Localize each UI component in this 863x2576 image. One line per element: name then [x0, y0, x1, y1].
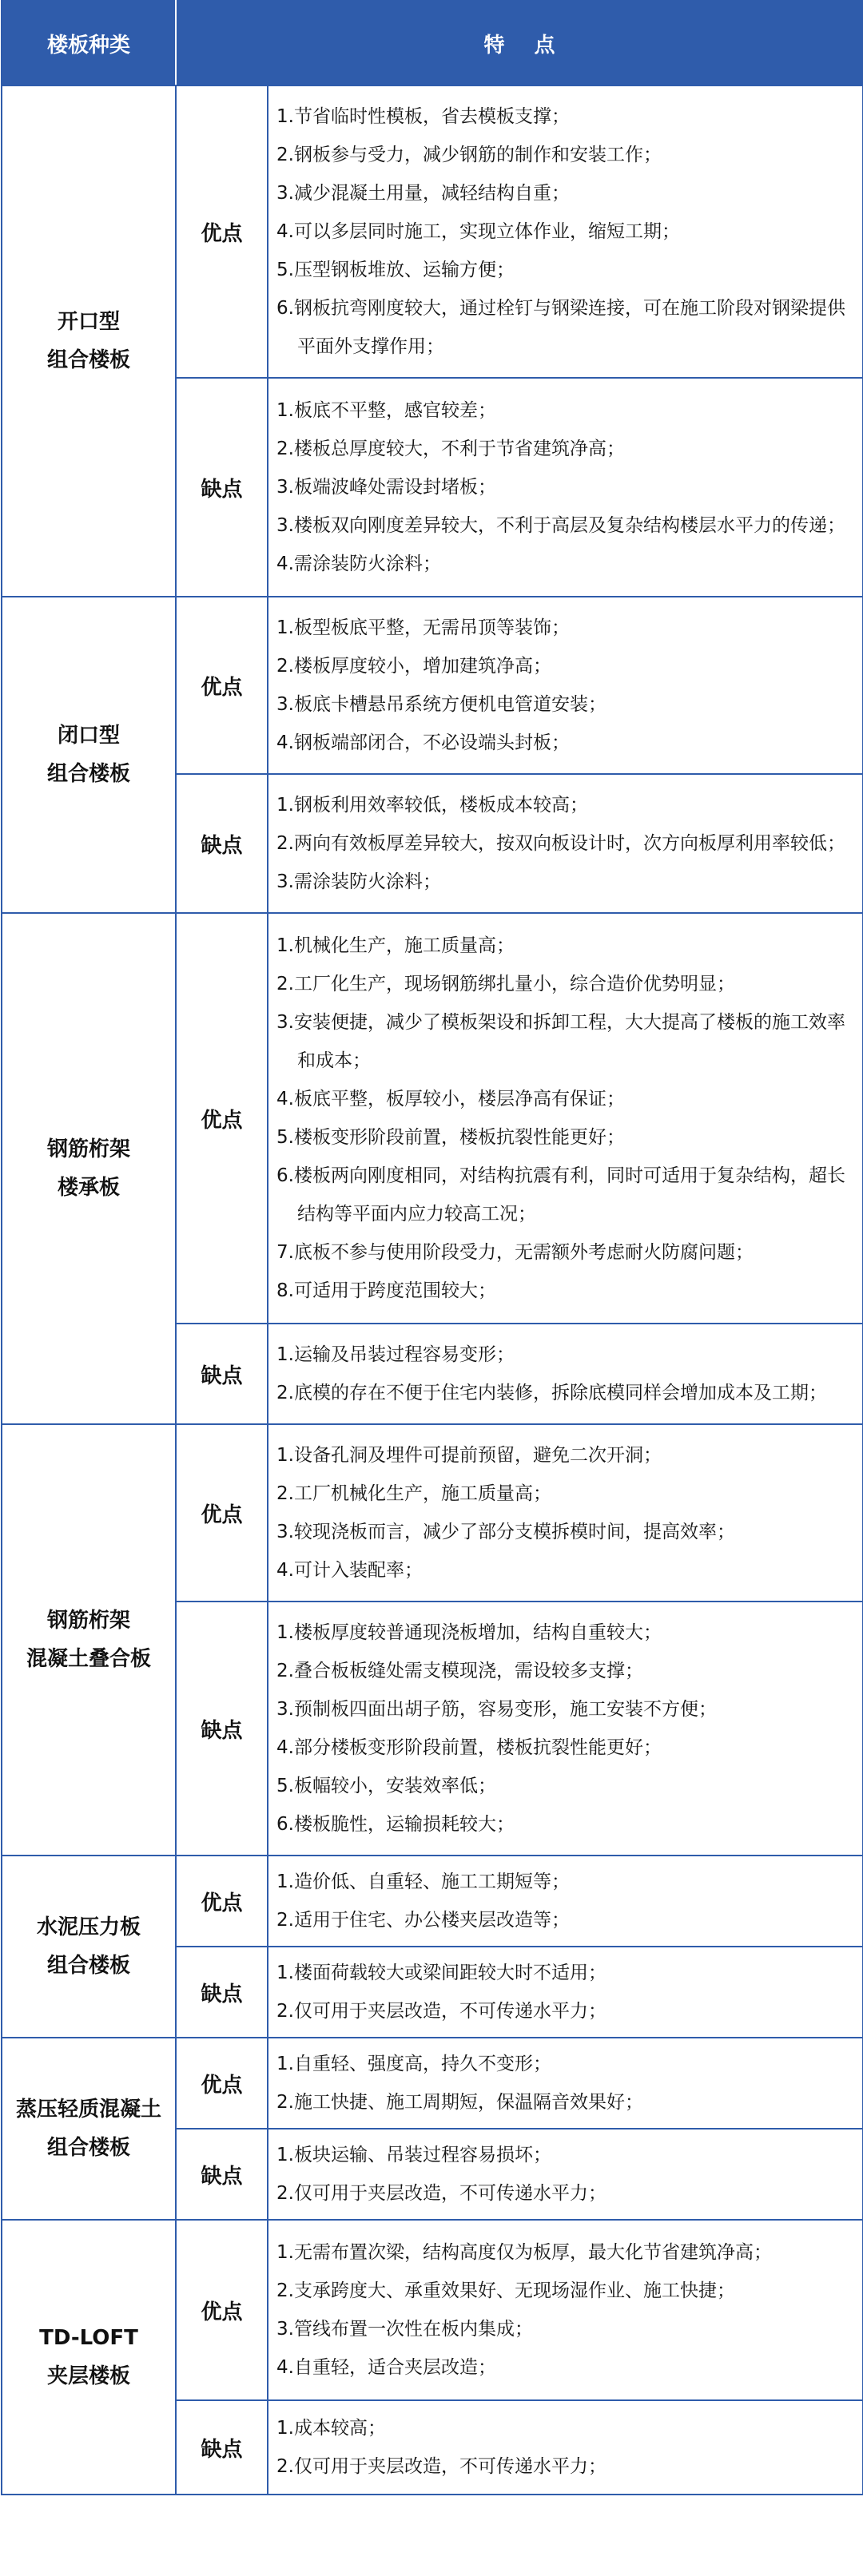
list-item: 1.无需布置次梁，结构高度仅为板厚，最大化节省建筑净高；	[276, 2242, 772, 2263]
table-row	[2, 85, 863, 378]
pros-list	[268, 2038, 863, 2129]
slab-type-cell	[2, 1856, 176, 2038]
list-item: 2.两向有效板厚差异较大，按双向板设计时，次方向板厚利用率较低；	[276, 833, 845, 854]
slab-type-label: TD-LOFT	[39, 2326, 138, 2350]
pros-label: 优点	[176, 2220, 268, 2400]
list-item: 4.需涂装防火涂料；	[276, 554, 441, 574]
list-item: 6.钢板抗弯刚度较大，通过栓钉与钢梁连接，可在施工阶段对钢梁提供平面外支撑作用；	[276, 298, 845, 357]
list-item: 5.压型钢板堆放、运输方便；	[276, 260, 515, 280]
list-item: 4.钢板端部闭合，不必设端头封板；	[276, 732, 570, 753]
slab-type-label: 开口型	[57, 310, 120, 334]
pros-label: 优点	[176, 2038, 268, 2129]
list-item: 2.钢板参与受力，减少钢筋的制作和安装工作；	[276, 145, 662, 165]
slab-type-cell	[2, 597, 176, 913]
list-item: 4.可计入装配率；	[276, 1560, 423, 1581]
list-item: 3.楼板双向刚度差异较大，不利于高层及复杂结构楼层水平力的传递；	[276, 515, 845, 536]
cons-list	[268, 2129, 863, 2220]
cons-list	[268, 378, 863, 597]
pros-label: 优点	[176, 1424, 268, 1602]
list-item: 1.板型板底平整，无需吊顶等装饰；	[276, 617, 570, 638]
table-row	[2, 2220, 863, 2400]
list-item: 1.钢板利用效率较低，楼板成本较高；	[276, 795, 588, 816]
pros-list	[268, 2220, 863, 2400]
pros-list	[268, 597, 863, 774]
slab-type-label: 钢筋桁架	[46, 1137, 130, 1161]
table-row	[2, 1856, 863, 1947]
list-item: 3.管线布置一次性在板内集成；	[276, 2319, 533, 2340]
list-item: 1.节省临时性模板，省去模板支撑；	[276, 106, 570, 127]
list-item: 1.机械化生产，施工质量高；	[276, 935, 515, 956]
list-item: 4.可以多层同时施工，实现立体作业，缩短工期；	[276, 221, 680, 242]
cons-list	[268, 1602, 863, 1856]
list-item: 1.运输及吊装过程容易变形；	[276, 1344, 515, 1365]
cons-list	[268, 2400, 863, 2495]
pros-label: 优点	[176, 1856, 268, 1947]
slab-type-label: 组合楼板	[46, 762, 130, 786]
list-item: 2.适用于住宅、办公楼夹层改造等；	[276, 1910, 570, 1931]
cons-label: 缺点	[176, 1947, 268, 2038]
slab-type-label: 钢筋桁架	[46, 1609, 130, 1633]
slab-type-cell	[2, 913, 176, 1424]
list-item: 2.楼板总厚度较大，不利于节省建筑净高；	[276, 439, 625, 459]
floor-slab-comparison-table	[1, 0, 863, 2495]
slab-type-label: 水泥压力板	[36, 1915, 141, 1939]
slab-type-label: 组合楼板	[46, 2136, 130, 2160]
list-item: 7.底板不参与使用阶段受力，无需额外考虑耐火防腐问题；	[276, 1242, 754, 1263]
list-item: 2.楼板厚度较小，增加建筑净高；	[276, 656, 551, 677]
list-item: 2.施工快捷、施工周期短，保温隔音效果好；	[276, 2092, 643, 2113]
cons-label: 缺点	[176, 1602, 268, 1856]
slab-type-label: 楼承板	[57, 1176, 120, 1200]
list-item: 8.可适用于跨度范围较大；	[276, 1280, 496, 1301]
pros-label: 优点	[176, 913, 268, 1324]
slab-type-label: 蒸压轻质混凝土	[15, 2098, 161, 2122]
list-item: 2.仅可用于夹层改造，不可传递水平力；	[276, 2456, 606, 2477]
cons-label: 缺点	[176, 2400, 268, 2495]
list-item: 4.板底平整，板厚较小，楼层净高有保证；	[276, 1089, 625, 1109]
pros-list	[268, 1424, 863, 1602]
slab-type-cell	[2, 2220, 176, 2495]
slab-type-label: 夹层楼板	[46, 2364, 130, 2388]
slab-type-label: 混凝土叠合板	[26, 1647, 151, 1671]
slab-type-cell	[2, 1424, 176, 1856]
table-row	[2, 913, 863, 1324]
list-item: 3.板底卡槽悬吊系统方便机电管道安装；	[276, 694, 606, 715]
list-item: 2.工厂机械化生产，施工质量高；	[276, 1483, 551, 1504]
header-slab-type: 楼板种类	[2, 1, 176, 85]
list-item: 2.底模的存在不便于住宅内装修，拆除底模同样会增加成本及工期；	[276, 1383, 827, 1403]
list-item: 3.减少混凝土用量，减轻结构自重；	[276, 183, 570, 204]
cons-list	[268, 1947, 863, 2038]
list-item: 2.叠合板板缝处需支模现浇，需设较多支撑；	[276, 1661, 643, 1681]
list-item: 3.安装便捷，减少了模板架设和拆卸工程，大大提高了楼板的施工效率和成本；	[276, 1012, 845, 1071]
list-item: 2.工厂化生产，现场钢筋绑扎量小，综合造价优势明显；	[276, 974, 735, 994]
list-item: 1.板块运输、吊装过程容易损坏；	[276, 2145, 551, 2165]
slab-type-label: 组合楼板	[46, 348, 130, 372]
list-item: 3.需涂装防火涂料；	[276, 871, 441, 892]
list-item: 4.自重轻，适合夹层改造；	[276, 2357, 496, 2378]
list-item: 4.部分楼板变形阶段前置，楼板抗裂性能更好；	[276, 1737, 662, 1758]
slab-type-label: 闭口型	[57, 724, 120, 748]
cons-list	[268, 774, 863, 913]
list-item: 1.自重轻、强度高，持久不变形；	[276, 2054, 551, 2074]
list-item: 3.预制板四面出胡子筋，容易变形，施工安装不方便；	[276, 1699, 717, 1720]
list-item: 1.设备孔洞及埋件可提前预留，避免二次开洞；	[276, 1445, 662, 1466]
cons-list	[268, 1324, 863, 1424]
slab-type-cell	[2, 2038, 176, 2220]
cons-label: 缺点	[176, 774, 268, 913]
pros-list	[268, 913, 863, 1324]
table-header-row	[2, 1, 863, 85]
list-item: 2.仅可用于夹层改造，不可传递水平力；	[276, 2001, 606, 2022]
table-row	[2, 597, 863, 774]
pros-list	[268, 85, 863, 378]
list-item: 3.较现浇板而言，减少了部分支模拆模时间，提高效率；	[276, 1522, 735, 1542]
cons-label: 缺点	[176, 1324, 268, 1424]
list-item: 1.楼面荷载较大或梁间距较大时不适用；	[276, 1963, 606, 1983]
list-item: 1.板底不平整，感官较差；	[276, 400, 496, 421]
table-row	[2, 1424, 863, 1602]
list-item: 2.支承跨度大、承重效果好、无现场湿作业、施工快捷；	[276, 2280, 735, 2301]
header-features: 特 点	[176, 1, 863, 85]
slab-type-cell	[2, 85, 176, 597]
pros-label: 优点	[176, 597, 268, 774]
table-body	[2, 85, 863, 2495]
slab-type-label: 组合楼板	[46, 1954, 130, 1978]
list-item: 5.板幅较小，安装效率低；	[276, 1776, 496, 1796]
list-item: 6.楼板脆性，运输损耗较大；	[276, 1814, 515, 1835]
table-row	[2, 2038, 863, 2129]
list-item: 6.楼板两向刚度相同，对结构抗震有利，同时可适用于复杂结构，超长结构等平面内应力较高工况；	[276, 1165, 845, 1224]
list-item: 5.楼板变形阶段前置，楼板抗裂性能更好；	[276, 1127, 625, 1148]
list-item: 1.成本较高；	[276, 2418, 386, 2439]
cons-label: 缺点	[176, 378, 268, 597]
pros-label: 优点	[176, 85, 268, 378]
list-item: 3.板端波峰处需设封堵板；	[276, 477, 496, 498]
list-item: 2.仅可用于夹层改造，不可传递水平力；	[276, 2183, 606, 2204]
pros-list	[268, 1856, 863, 1947]
cons-label: 缺点	[176, 2129, 268, 2220]
list-item: 1.造价低、自重轻、施工工期短等；	[276, 1871, 570, 1892]
list-item: 1.楼板厚度较普通现浇板增加，结构自重较大；	[276, 1622, 662, 1643]
